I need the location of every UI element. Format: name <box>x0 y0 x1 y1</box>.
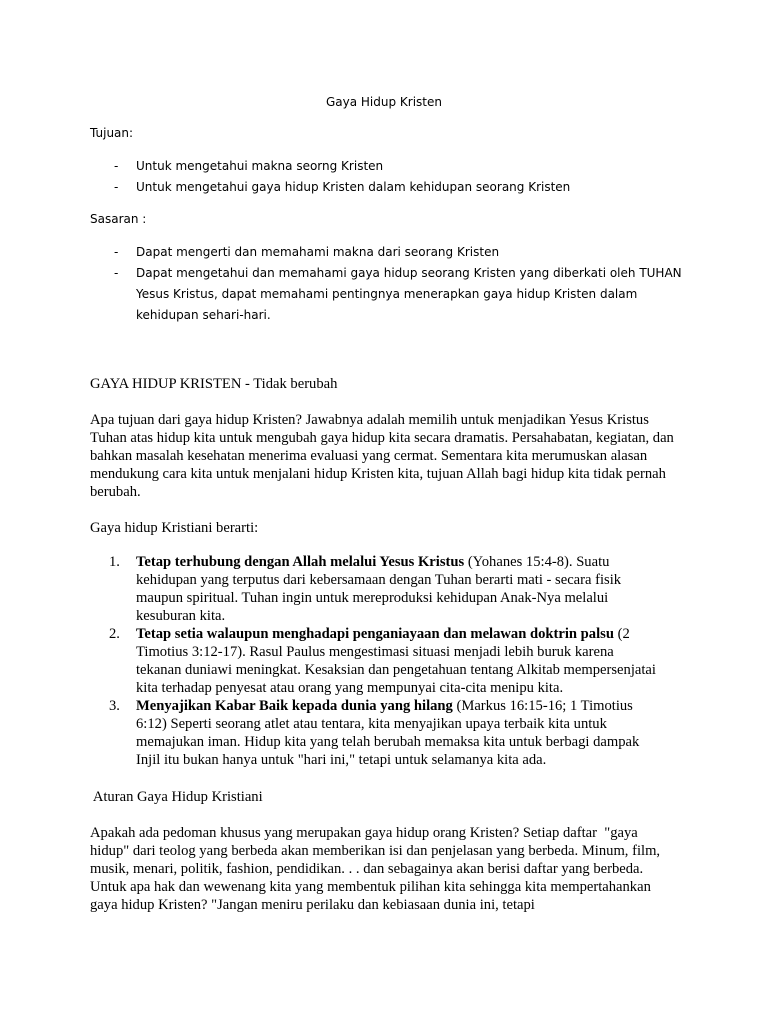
item-number: 1. <box>109 554 120 570</box>
dash-bullet: - <box>114 180 119 194</box>
numbered-item <box>90 697 660 769</box>
list-item <box>90 242 690 263</box>
item-text: (Markus 16:15-16; 1 Timotius 6:12) Seperti seorang atlet atau tentara, kita menyajikan upaya terbaik kita untuk memajukan iman. Hidup kita yang telah berubah memaksa kita untuk berbagi dampak Injil itu bukan hanya untuk "hari ini," tetapi untuk selamanya kita ada. <box>136 698 640 768</box>
item-text: (Yohanes 15:4-8). Suatu kehidupan yang terputus dari kebersamaan dengan Tuhan berarti mati - secara fisik maupun spiritual. Tuhan ingin untuk mereproduksi kehidupan Anak-Nya melalui kesuburan kita. <box>136 554 622 624</box>
numbered-item <box>90 553 660 625</box>
sasaran-item-text: Dapat mengetahui dan memahami gaya hidup seorang Kristen yang diberkati oleh TUHAN Yesus Kristus, dapat memahami pentingnya menerapkan gaya hidup Kristen dalam kehidupan sehari-hari. <box>136 266 682 322</box>
item-bold-text: Tetap terhubung dengan Allah melalui Yesus Kristus <box>136 554 465 570</box>
item-bold-text: Menyajikan Kabar Baik kepada dunia yang hilang <box>136 698 453 714</box>
tujuan-label: Tujuan: <box>90 126 134 140</box>
section-heading: Aturan Gaya Hidup Kristiani <box>90 789 263 805</box>
numbered-list <box>90 553 660 769</box>
section-paragraph: Apakah ada pedoman khusus yang merupakan gaya hidup orang Kristen? Setiap daftar "gaya hidup" dari teolog yang berbeda akan memberikan isi dan penjelasan yang berbeda. Minum, film, musik, menari, politik, fashion, pendidikan. . . dan sebagainya akan berisi daftar yang berbeda. Untuk apa hak dan wewenang kita yang membentuk pilihan kita sehingga kita mempertahankan gaya hidup Kristen? "Jangan meniru perilaku dan kebiasaan dunia ini, tetapi <box>90 825 664 913</box>
sasaran-list <box>90 242 690 326</box>
list-item <box>90 177 690 198</box>
list-intro: Gaya hidup Kristiani berarti: <box>90 520 259 536</box>
item-number: 2. <box>109 626 120 642</box>
sasaran-label: Sasaran : <box>90 212 147 226</box>
dash-bullet: - <box>114 245 119 259</box>
dash-bullet: - <box>114 159 119 173</box>
list-item <box>90 263 690 326</box>
item-bold-text: Tetap setia walaupun menghadapi penganiayaan dan melawan doktrin palsu <box>136 626 614 642</box>
section-heading: GAYA HIDUP KRISTEN - Tidak berubah <box>90 376 338 392</box>
tujuan-item-text: Untuk mengetahui makna seorng Kristen <box>136 159 384 173</box>
item-number: 3. <box>109 698 120 714</box>
page-title: Gaya Hidup Kristen <box>325 95 442 109</box>
sasaran-item-text: Dapat mengerti dan memahami makna dari seorang Kristen <box>136 245 500 259</box>
tujuan-item-text: Untuk mengetahui gaya hidup Kristen dalam kehidupan seorang Kristen <box>136 180 571 194</box>
numbered-item <box>90 625 660 697</box>
section-paragraph: Apa tujuan dari gaya hidup Kristen? Jawabnya adalah memilih untuk menjadikan Yesus Kristus Tuhan atas hidup kita untuk mengubah gaya hidup kita secara dramatis. Persahabatan, kegiatan, dan bahkan masalah kesehatan menerima evaluasi yang cermat. Sementara kita merumuskan alasan mendukung cara kita untuk menjalani hidup Kristen kita, tujuan Allah bagi hidup kita tidak pernah berubah. <box>90 412 674 500</box>
tujuan-list <box>90 156 690 198</box>
list-item <box>90 156 690 177</box>
dash-bullet: - <box>114 266 119 280</box>
item-text: (2 Timotius 3:12-17). Rasul Paulus mengestimasi situasi menjadi lebih buruk karena tekanan duniawi meningkat. Kesaksian dan pengetahuan tentang Alkitab mempersenjatai kita terhadap penyesat atau orang yang mempunyai cita-cita menipu kita. <box>136 626 656 696</box>
